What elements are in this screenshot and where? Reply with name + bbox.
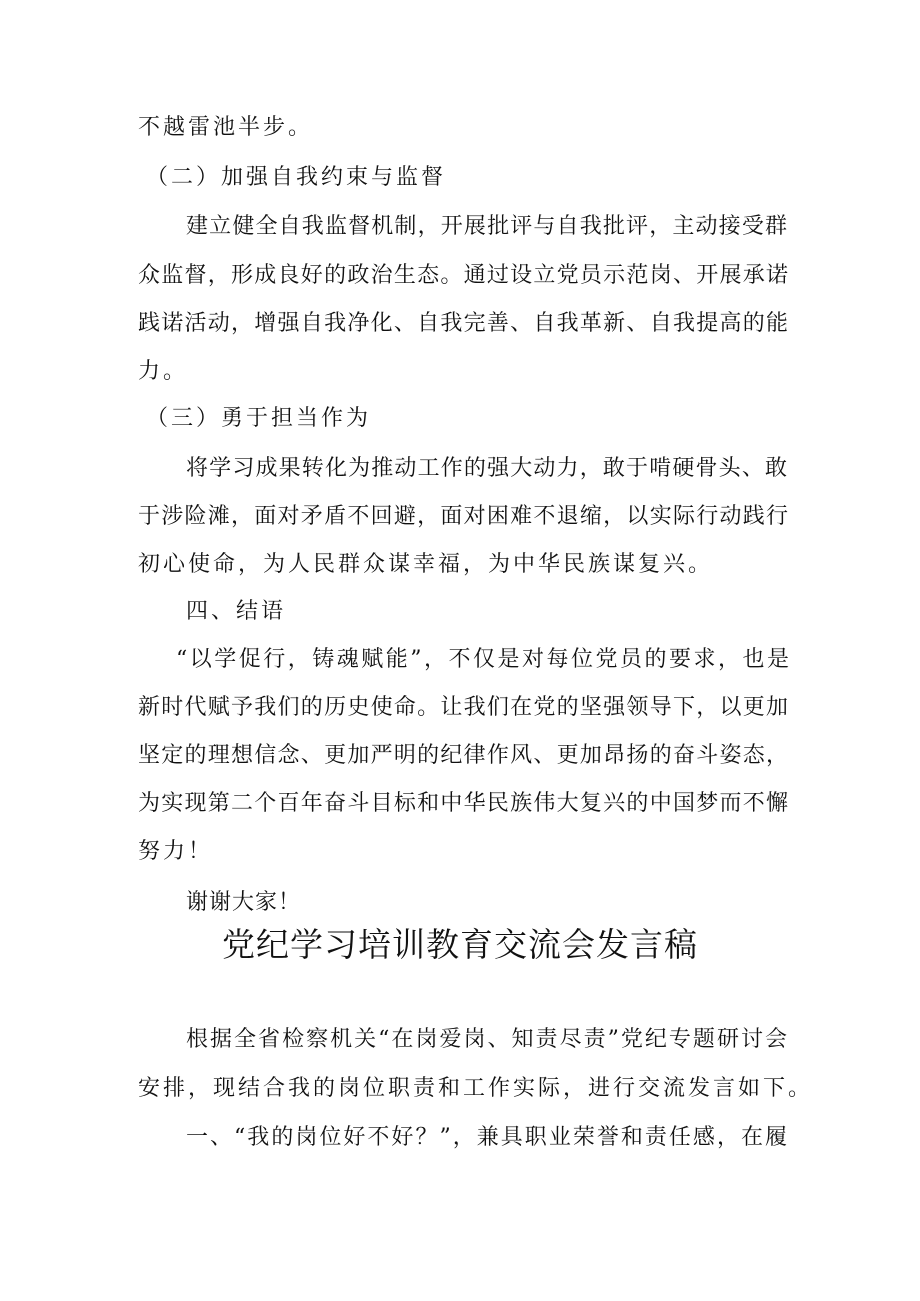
subsection-two-line-2: 众监督，形成良好的政治生态。通过设立党员示范岗、开展承诺 — [138, 263, 788, 288]
conclusion-line-5: 努力！ — [138, 839, 214, 864]
intro-line-2: 安排，现结合我的岗位职责和工作实际，进行交流发言如下。 — [138, 1076, 814, 1101]
subsection-two-line-4: 力。 — [138, 359, 189, 384]
thanks-line: 谢谢大家！ — [186, 890, 302, 915]
conclusion-line-3: 坚定的理想信念、更加严明的纪律作风、更加昂扬的奋斗姿态， — [138, 743, 788, 768]
subsection-three-line-3: 初心使命，为人民群众谋幸福，为中华民族谋复兴。 — [138, 552, 714, 577]
point-one-line: 一、“我的岗位好不好？”，兼具职业荣誉和责任感，在履 — [186, 1125, 787, 1150]
conclusion-line-1: “以学促行，铸魂赋能”，不仅是对每位党员的要求，也是 — [176, 647, 789, 672]
subsection-two-heading: （二）加强自我约束与监督 — [146, 165, 447, 190]
subsection-three-line-1: 将学习成果转化为推动工作的强大动力，敢于啃硬骨头、敢 — [186, 456, 787, 481]
section-one-tail: 不越雷池半步。 — [138, 115, 314, 140]
subsection-three-heading: （三）勇于担当作为 — [146, 406, 372, 431]
subsection-two-line-3: 践诺活动，增强自我净化、自我完善、自我革新、自我提高的能 — [138, 311, 788, 336]
conclusion-heading: 四、结语 — [186, 599, 287, 624]
conclusion-line-4: 为实现第二个百年奋斗目标和中华民族伟大复兴的中国梦而不懈 — [138, 791, 788, 816]
subsection-three-line-2: 于涉险滩，面对矛盾不回避，面对困难不退缩，以实际行动践行 — [138, 504, 788, 529]
intro-line-1: 根据全省检察机关“在岗爱岗、知责尽责”党纪专题研讨会 — [186, 1027, 787, 1052]
conclusion-line-2: 新时代赋予我们的历史使命。让我们在党的坚强领导下，以更加 — [138, 695, 788, 720]
subsection-two-line-1: 建立健全自我监督机制，开展批评与自我批评，主动接受群 — [186, 214, 787, 239]
speech-title: 党纪学习培训教育交流会发言稿 — [222, 925, 698, 964]
